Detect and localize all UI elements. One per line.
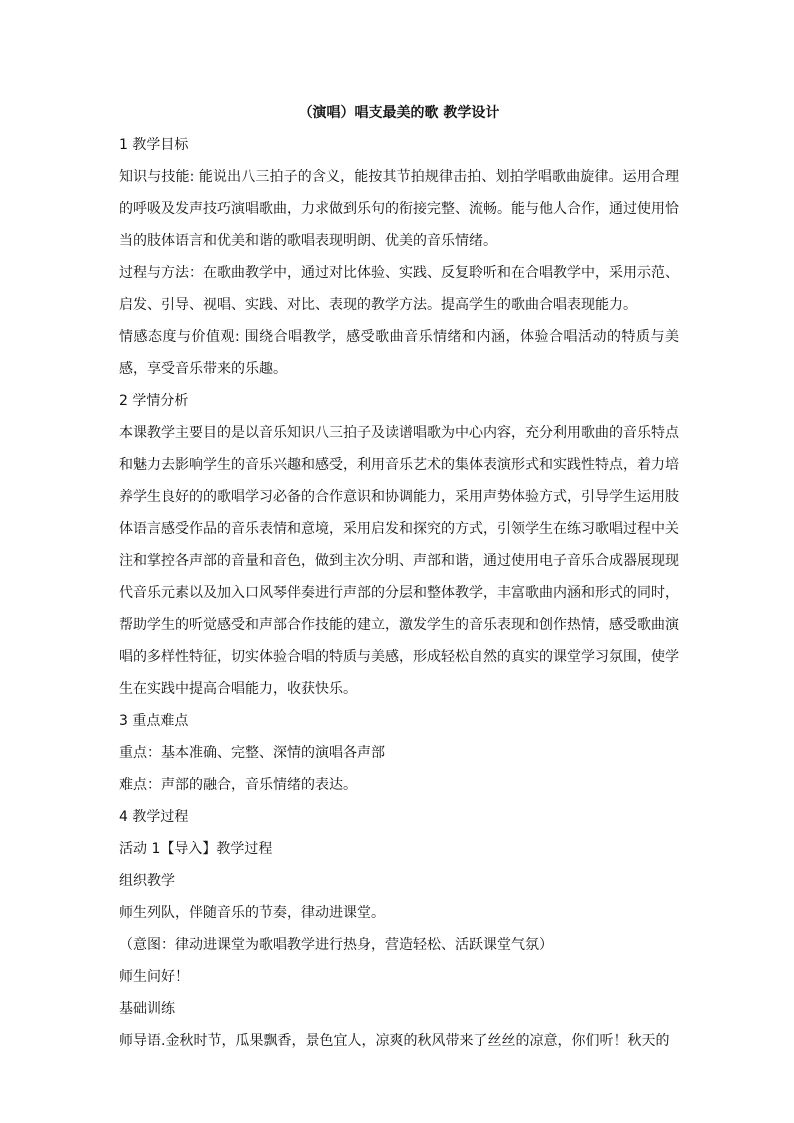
paragraph-key-point: 重点：基本准确、完整、深情的演唱各声部 [119,745,385,761]
paragraph-difficulty: 难点：声部的融合，音乐情绪的表达。 [119,777,357,793]
paragraph-intent: （意图：律动进课堂为歌唱教学进行热身，营造轻松、活跃课堂气氛） [119,937,553,953]
paragraph-process-methods: 过程与方法：在歌曲教学中，通过对比体验、实践、反复聆听和在合唱教学中，采用示范、启发、引导、视唱、实践、对比、表现的教学方法。提高学生的歌曲合唱表现能力。 [119,265,679,313]
paragraph-greeting: 师生问好！ [119,969,189,985]
document-title: （演唱）唱支最美的歌 教学设计 [298,105,500,121]
paragraph-emotion-values: 情感态度与价值观: 围绕合唱教学，感受歌曲音乐情绪和内涵，体验合唱活动的特质与美感，享受音乐带来的乐趣。 [119,329,679,377]
paragraph-knowledge-skills: 知识与技能: 能说出八三拍子的含义，能按其节拍规律击拍、划拍学唱歌曲旋律。运用合理的呼吸及发声技巧演唱歌曲，力求做到乐句的衔接完整、流畅。能与他人合作，通过使用恰当的肢体语言和优美和谐的歌唱表现明朗、优美的音乐情绪。 [119,169,679,249]
activity-heading: 活动 1【导入】教学过程 [119,841,273,857]
section-heading-analysis: 2 学情分析 [119,393,189,409]
document-body [119,97,679,1057]
paragraph-line-up: 师生列队，伴随音乐的节奏，律动进课堂。 [119,905,385,921]
subheading-organize: 组织教学 [119,873,175,889]
section-heading-key-points: 3 重点难点 [119,713,189,729]
section-heading-process: 4 教学过程 [119,809,189,825]
subheading-basic-training: 基础训练 [119,1001,175,1017]
paragraph-teacher-guide: 师导语.金秋时节，瓜果飘香，景色宜人，凉爽的秋风带来了丝丝的凉意，你们听！秋天的 [119,1033,670,1049]
paragraph-learner-analysis: 本课教学主要目的是以音乐知识八三拍子及读谱唱歌为中心内容，充分利用歌曲的音乐特点和魅力去影响学生的音乐兴趣和感受，利用音乐艺术的集体表演形式和实践性特点，着力培养学生良好的的歌唱学习必备的合作意识和协调能力，采用声势体验方式，引导学生运用肢体语言感受作品的音乐表情和意境，采用启发和探究的方式，引领学生在练习歌唱过程中关注和掌控各声部的音量和音色，做到主次分明、声部和谐，通过使用电子音乐合成器展现现代音乐元素以及加入口风琴伴奏进行声部的分层和整体教学，丰富歌曲内涵和形式的同时，帮助学生的听觉感受和声部合作技能的建立，激发学生的音乐表现和创作热情，感受歌曲演唱的多样性特征，切实体验合唱的特质与美感，形成轻松自然的真实的课堂学习氛围，使学生在实践中提高合唱能力，收获快乐。 [119,425,679,697]
section-heading-objectives: 1 教学目标 [119,137,189,153]
